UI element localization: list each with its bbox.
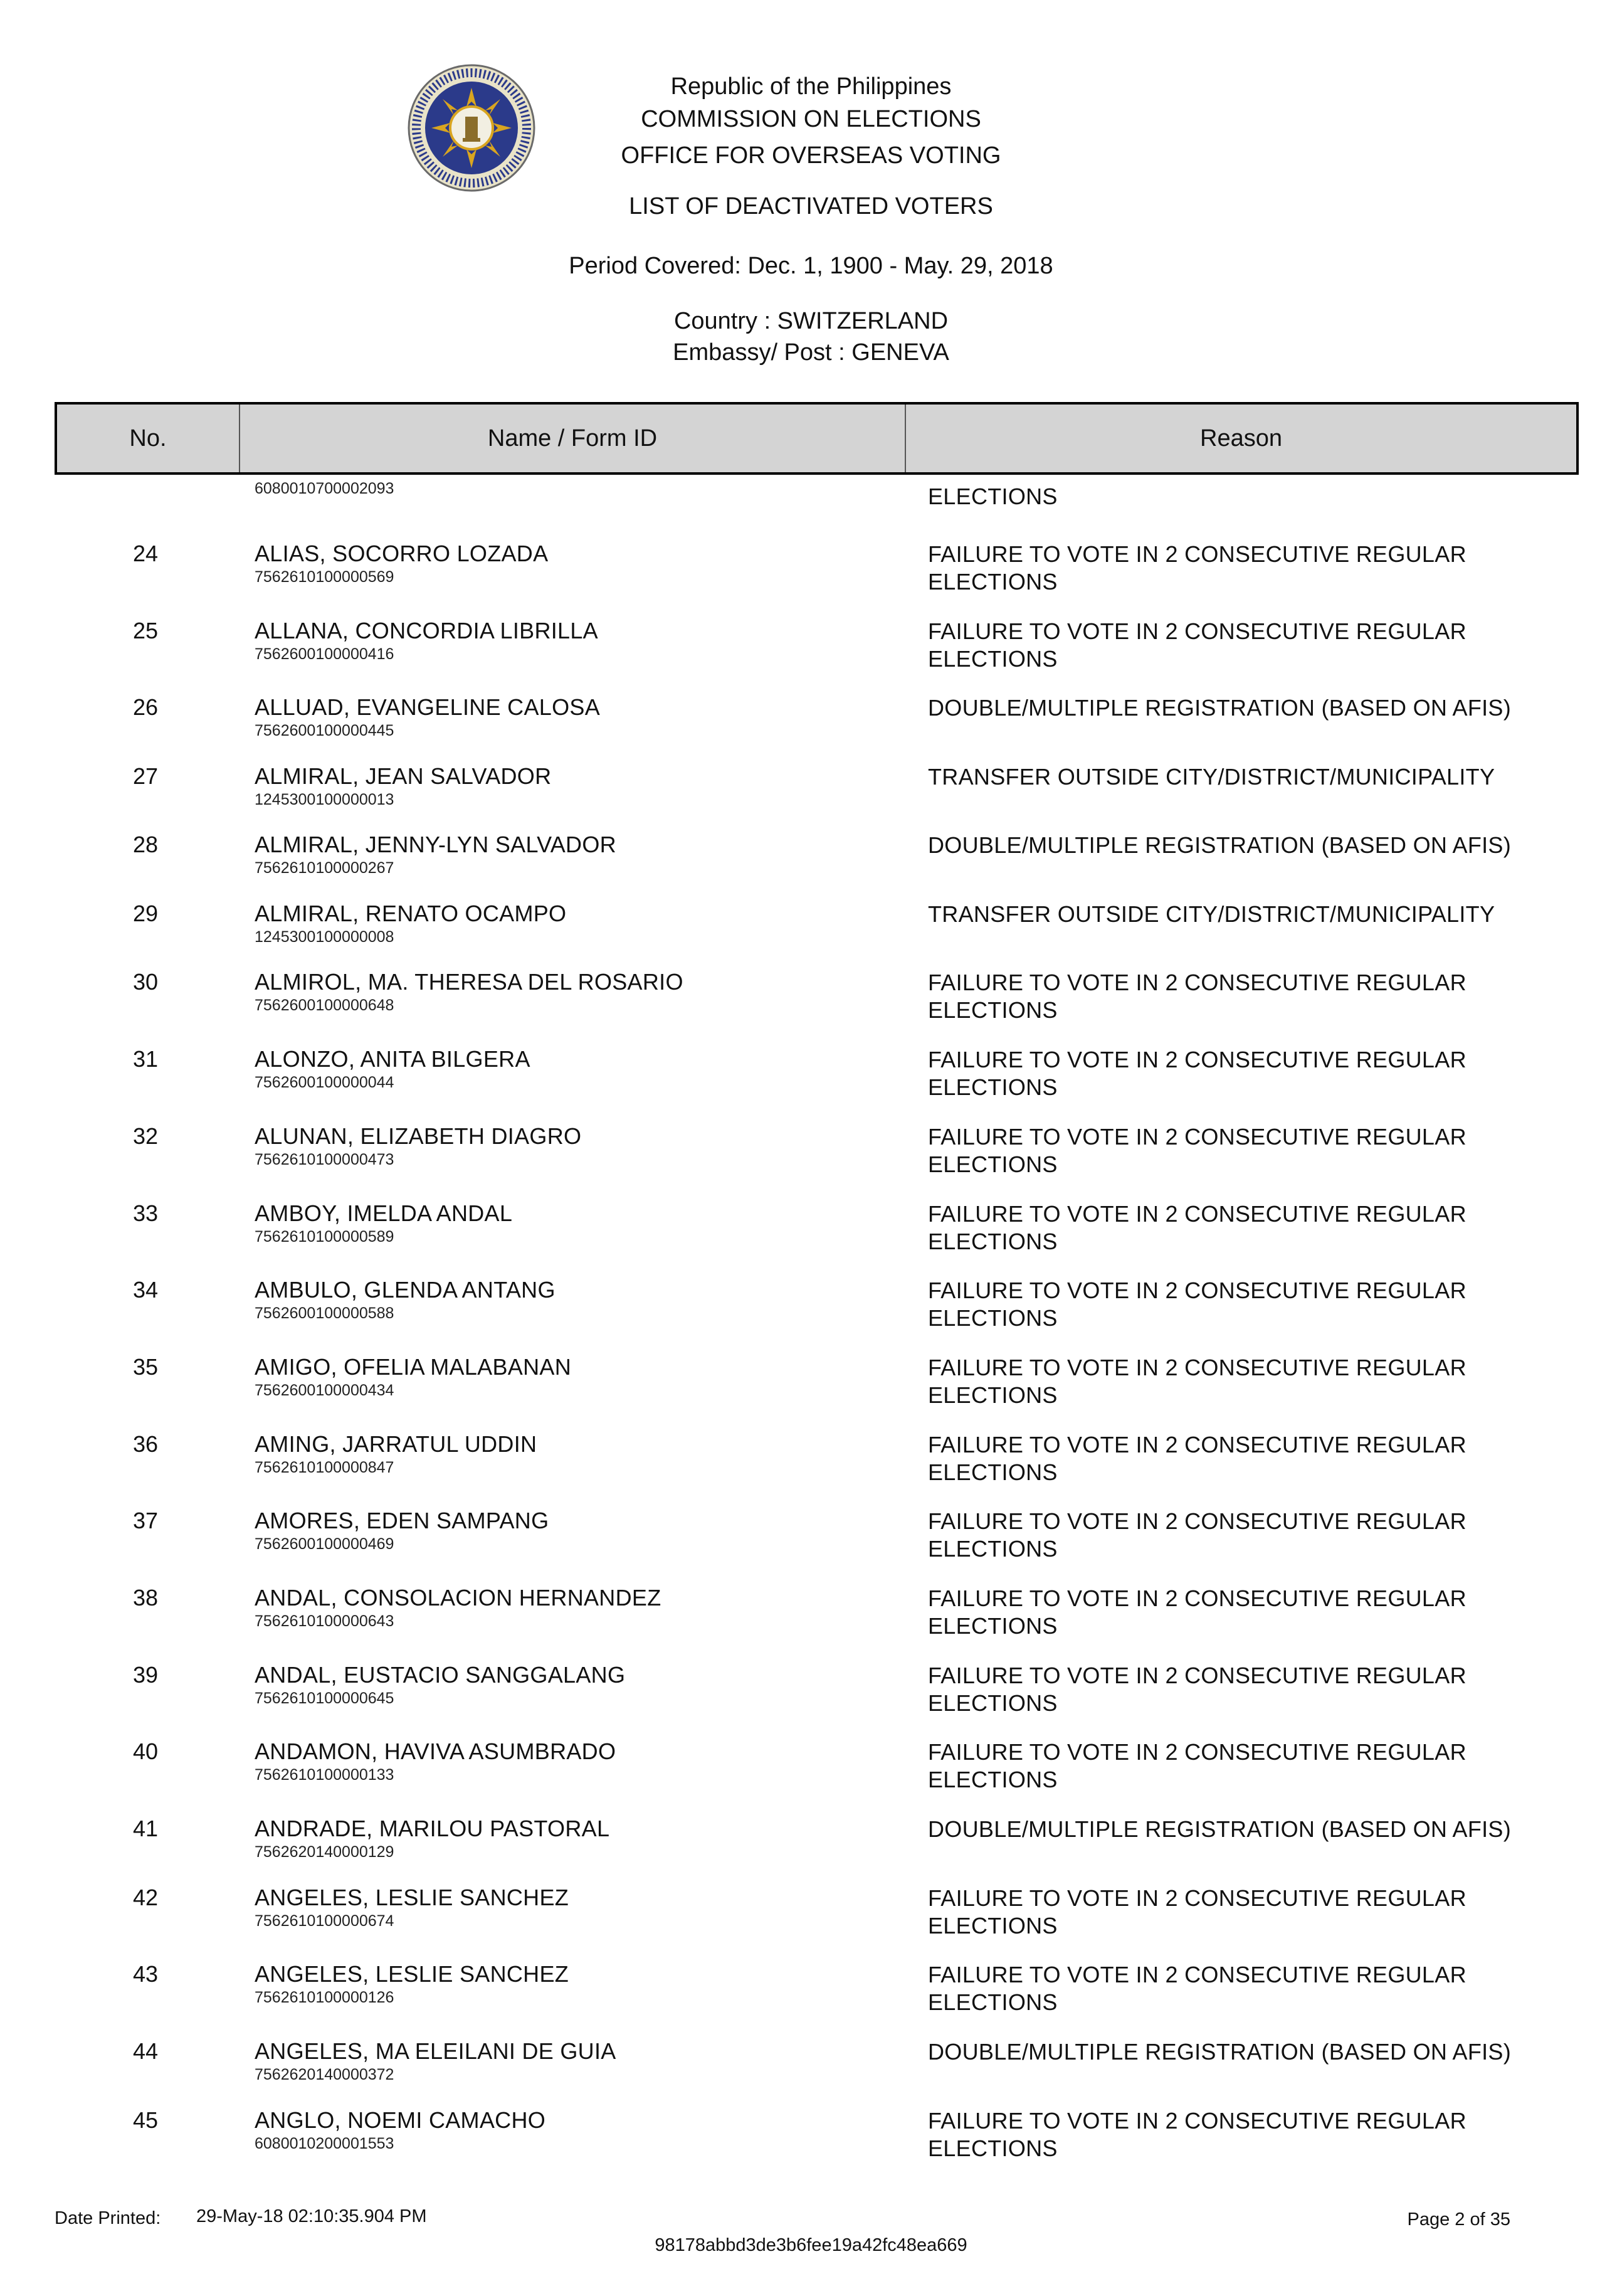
deactivation-reason: FAILURE TO VOTE IN 2 CONSECUTIVE REGULAR ELECTIONS xyxy=(928,1885,1467,1939)
form-id: 7562600100000434 xyxy=(255,1381,394,1399)
deactivation-reason: FAILURE TO VOTE IN 2 CONSECUTIVE REGULAR ELECTIONS xyxy=(928,1585,1467,1639)
row-number: 36 xyxy=(132,1431,159,1457)
date-printed-value: 29-May-18 02:10:35.904 PM xyxy=(196,2206,427,2226)
voter-name: ALUNAN, ELIZABETH DIAGRO xyxy=(255,1123,582,1149)
deactivation-reason: FAILURE TO VOTE IN 2 CONSECUTIVE REGULAR ELECTIONS xyxy=(928,970,1467,1024)
date-printed-label: Date Printed: xyxy=(55,2208,161,2228)
deactivation-reason: FAILURE TO VOTE IN 2 CONSECUTIVE REGULAR ELECTIONS xyxy=(928,1739,1467,1793)
row-number: 35 xyxy=(132,1353,159,1380)
column-header-no: No. xyxy=(57,405,240,472)
voter-name: ANGELES, LESLIE SANCHEZ xyxy=(255,1961,569,1987)
form-id: 7562610100000847 xyxy=(255,1458,394,1476)
continued-form-id: 6080010700002093 xyxy=(255,480,394,497)
deactivation-reason: FAILURE TO VOTE IN 2 CONSECUTIVE REGULAR ELECTIONS xyxy=(928,1431,1467,1485)
form-id: 7562610100000643 xyxy=(255,1612,394,1630)
form-id: 7562610100000126 xyxy=(255,1989,394,2007)
row-number: 37 xyxy=(132,1508,159,1534)
embassy-post-line: Embassy/ Post : GENEVA xyxy=(673,339,949,366)
deactivation-reason: DOUBLE/MULTIPLE REGISTRATION (BASED ON AFIS) xyxy=(928,1816,1512,1843)
form-id: 7562610100000569 xyxy=(255,568,394,586)
form-id: 7562620140000372 xyxy=(255,2066,394,2083)
row-number: 42 xyxy=(132,1884,159,1910)
voter-name: ALMIRAL, JEAN SALVADOR xyxy=(255,763,552,789)
row-number: 41 xyxy=(132,1816,159,1842)
form-id: 7562610100000133 xyxy=(255,1766,394,1784)
deactivation-reason: FAILURE TO VOTE IN 2 CONSECUTIVE REGULAR ELECTIONS xyxy=(928,1278,1467,1331)
deactivation-reason: FAILURE TO VOTE IN 2 CONSECUTIVE REGULAR ELECTIONS xyxy=(928,1662,1467,1716)
form-id: 7562600100000648 xyxy=(255,997,394,1015)
deactivation-reason: FAILURE TO VOTE IN 2 CONSECUTIVE REGULAR ELECTIONS xyxy=(928,1962,1467,2016)
row-number: 34 xyxy=(132,1277,159,1303)
row-number: 24 xyxy=(132,541,159,566)
table-header xyxy=(55,402,1579,475)
row-number: 28 xyxy=(132,832,159,858)
voter-name: ANGELES, LESLIE SANCHEZ xyxy=(255,1884,569,1910)
voter-name: AMORES, EDEN SAMPANG xyxy=(255,1508,549,1534)
voter-name: ALMIRAL, JENNY-LYN SALVADOR xyxy=(255,832,616,858)
deactivation-reason: FAILURE TO VOTE IN 2 CONSECUTIVE REGULAR ELECTIONS xyxy=(928,1354,1467,1408)
deactivation-reason: TRANSFER OUTSIDE CITY/DISTRICT/MUNICIPALITY xyxy=(928,901,1495,927)
column-header-reason: Reason xyxy=(1200,425,1282,452)
column-header-name: Name / Form ID xyxy=(240,405,906,472)
voter-name: AMING, JARRATUL UDDIN xyxy=(255,1431,537,1457)
voter-name: ANDAMON, HAVIVA ASUMBRADO xyxy=(255,1738,616,1765)
voter-name: AMBULO, GLENDA ANTANG xyxy=(255,1277,556,1303)
row-number: 39 xyxy=(132,1661,159,1688)
form-id: 7562610100000589 xyxy=(255,1227,394,1246)
deactivation-reason: FAILURE TO VOTE IN 2 CONSECUTIVE REGULAR ELECTIONS xyxy=(928,1123,1467,1177)
row-number: 40 xyxy=(132,1738,159,1765)
row-number: 43 xyxy=(132,1961,159,1987)
row-number: 30 xyxy=(132,969,159,995)
republic-heading: Republic of the Philippines xyxy=(670,73,952,100)
deactivation-reason: FAILURE TO VOTE IN 2 CONSECUTIVE REGULAR ELECTIONS xyxy=(928,541,1467,595)
deactivation-reason: DOUBLE/MULTIPLE REGISTRATION (BASED ON AFIS) xyxy=(928,832,1512,859)
voter-name: ALLANA, CONCORDIA LIBRILLA xyxy=(255,617,598,643)
country-line: Country : SWITZERLAND xyxy=(673,308,949,334)
document-hash: 98178abbd3de3b6fee19a42fc48ea669 xyxy=(655,2235,967,2255)
list-title: LIST OF DEACTIVATED VOTERS xyxy=(629,193,993,220)
voter-name: ALIAS, SOCORRO LOZADA xyxy=(255,541,549,566)
continued-reason: ELECTIONS xyxy=(928,484,1058,509)
form-id: 7562610100000267 xyxy=(255,859,394,877)
row-number: 27 xyxy=(132,763,159,789)
voter-name: AMIGO, OFELIA MALABANAN xyxy=(255,1353,572,1380)
voter-name: ALMIRAL, RENATO OCAMPO xyxy=(255,900,567,926)
row-number: 31 xyxy=(132,1046,159,1072)
deactivation-reason: FAILURE TO VOTE IN 2 CONSECUTIVE REGULAR ELECTIONS xyxy=(928,1508,1467,1562)
page-indicator: Page 2 of 35 xyxy=(1407,2209,1510,2230)
voter-name: ANDRADE, MARILOU PASTORAL xyxy=(255,1816,610,1842)
form-id: 7562600100000588 xyxy=(255,1304,394,1323)
row-number: 26 xyxy=(132,694,159,721)
voter-name: ALONZO, ANITA BILGERA xyxy=(255,1046,530,1072)
voter-name: AMBOY, IMELDA ANDAL xyxy=(255,1200,513,1226)
form-id: 1245300100000008 xyxy=(255,928,394,946)
form-id: 7562600100000445 xyxy=(255,722,394,740)
deactivation-reason: DOUBLE/MULTIPLE REGISTRATION (BASED ON AFIS) xyxy=(928,2039,1512,2065)
deactivation-reason: FAILURE TO VOTE IN 2 CONSECUTIVE REGULAR ELECTIONS xyxy=(928,1200,1467,1254)
deactivation-reason: FAILURE TO VOTE IN 2 CONSECUTIVE REGULAR ELECTIONS xyxy=(928,1047,1467,1101)
voter-name: ANGLO, NOEMI CAMACHO xyxy=(255,2107,546,2133)
row-number: 32 xyxy=(132,1123,159,1149)
deactivation-reason: TRANSFER OUTSIDE CITY/DISTRICT/MUNICIPALITY xyxy=(928,763,1495,790)
form-id: 6080010200001553 xyxy=(255,2134,394,2152)
deactivation-reason: FAILURE TO VOTE IN 2 CONSECUTIVE REGULAR ELECTIONS xyxy=(928,618,1467,672)
form-id: 7562600100000469 xyxy=(255,1535,394,1553)
voter-name: ALLUAD, EVANGELINE CALOSA xyxy=(255,694,601,721)
voter-name: ANDAL, CONSOLACION HERNANDEZ xyxy=(255,1585,661,1611)
form-id: 7562600100000416 xyxy=(255,645,394,663)
row-number: 45 xyxy=(132,2107,159,2133)
form-id: 7562610100000674 xyxy=(255,1912,394,1930)
form-id: 1245300100000013 xyxy=(255,790,394,808)
form-id: 7562600100000044 xyxy=(255,1074,394,1092)
voter-name: ANGELES, MA ELEILANI DE GUIA xyxy=(255,2038,616,2064)
commission-heading: COMMISSION ON ELECTIONS xyxy=(641,106,981,132)
row-number: 44 xyxy=(132,2038,159,2064)
period-covered: Period Covered: Dec. 1, 1900 - May. 29, 2018 xyxy=(569,253,1053,279)
voter-name: ALMIROL, MA. THERESA DEL ROSARIO xyxy=(255,969,683,995)
deactivation-reason: DOUBLE/MULTIPLE REGISTRATION (BASED ON AFIS) xyxy=(928,695,1512,721)
row-number: 29 xyxy=(132,900,159,926)
form-id: 7562610100000473 xyxy=(255,1150,394,1168)
row-number: 38 xyxy=(132,1585,159,1611)
form-id: 7562610100000645 xyxy=(255,1689,394,1707)
office-heading: OFFICE FOR OVERSEAS VOTING xyxy=(621,142,1001,169)
voter-name: ANDAL, EUSTACIO SANGGALANG xyxy=(255,1661,626,1688)
form-id: 7562620140000129 xyxy=(255,1843,394,1861)
row-number: 33 xyxy=(132,1200,159,1226)
row-number: 25 xyxy=(132,617,159,643)
deactivation-reason: FAILURE TO VOTE IN 2 CONSECUTIVE REGULAR ELECTIONS xyxy=(928,2107,1467,2161)
